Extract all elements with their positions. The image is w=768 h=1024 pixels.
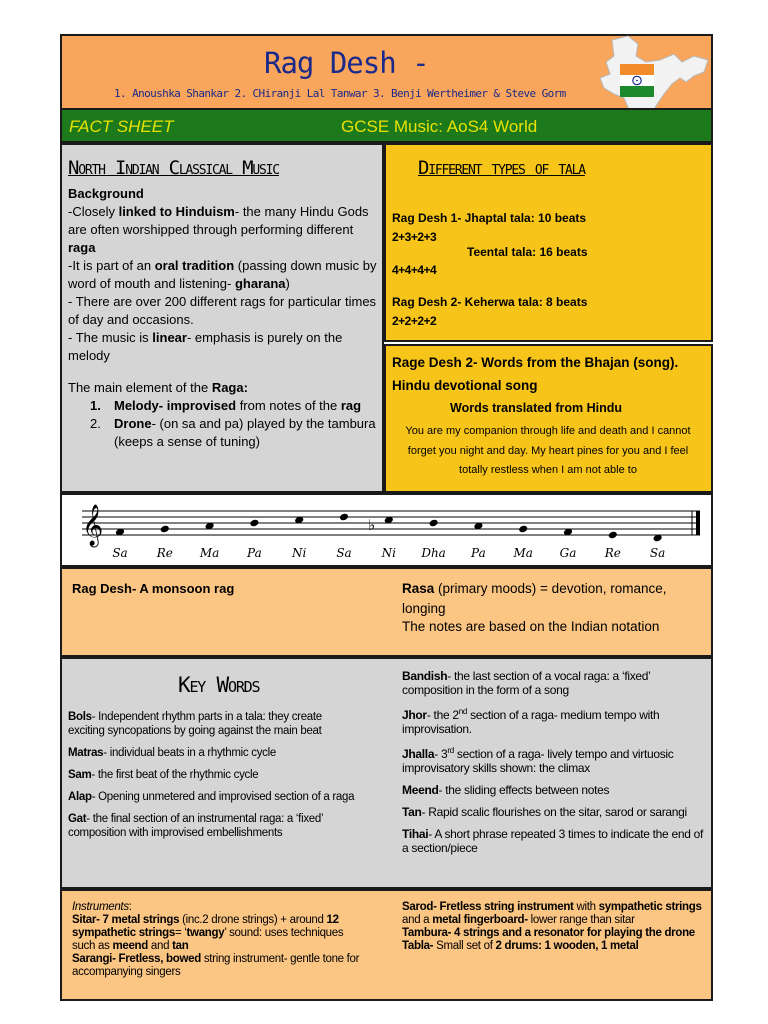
tala-line-1-beats: 2+3+2+3 [392,230,437,244]
background-subheading: Background [68,186,144,201]
header-banner [60,34,713,110]
keywords-heading: Key Words [178,673,260,697]
keywords-panel [60,657,713,889]
bhajan-heading: Rage Desh 2- Words from the Bhajan (song). Hindu devotional song [392,355,679,393]
background-p2: -It is part of an oral tradition (passing down music by word of mouth and listening- gharana) [68,258,377,291]
note-label: Pa [471,546,486,560]
bhajan-subheading: Words translated from Hindu [450,401,623,415]
tala-line-2: Teental tala: 16 beats [467,245,588,259]
tala-panel [384,143,713,342]
keyword-item: Bols- Independent rhythm parts in a tala: they create exciting syncopations by going against the main beat [68,711,322,737]
keywords-left-list [68,710,358,848]
instrument-sarangi: Sarangi- Fretless, bowed string instrument- gentle tone for accompanying singers [72,953,360,978]
tala-heading: Different types of tala [418,157,585,179]
tala-line-3-beats: 2+2+2+2 [392,314,437,328]
note-label: Sa [112,546,128,560]
note-label: Re [156,546,173,560]
background-p1: -Closely linked to Hinduism- the many Hindu Gods are often worshipped through performing different raga [68,204,369,255]
tala-line-2-beats: 4+4+4+4 [392,263,437,277]
tala-line-3: Rag Desh 2- Keherwa tala: 8 beats [392,295,588,309]
notation-panel [60,493,713,567]
instrument-sarod: Sarod- Fretless string instrument with sympathetic strings and a metal fingerboard- lower range than sitar [402,901,702,926]
note-label: Re [604,546,621,560]
instrument-sitar: Sitar- 7 metal strings (inc.2 drone strings) + around 12 sympathetic strings= ‘twangy’ sound: uses techniques such as meend and tan [72,914,344,952]
notes-based-text: The notes are based on the Indian notation [402,619,660,634]
instruments-right [402,901,707,953]
note-label: Ma [513,546,533,560]
note-label: Ga [559,546,577,560]
keyword-bandish: Bandish- the last section of a vocal raga: a ‘fixed’ composition in the form of a song [402,669,651,697]
instrument-tabla: Tabla- Small set of 2 drums: 1 wooden, 1 metal [402,940,639,952]
note-head [429,519,439,528]
keyword-item: Matras- individual beats in a rhythmic cycle [68,747,276,759]
keyword-tihai: Tihai- A short phrase repeated 3 times to indicate the end of a section/piece [402,827,704,855]
note-label: Ni [381,546,396,560]
keyword-item: Gat- the final section of an instrumental raga: a ‘fixed’ composition with improvised embellishments [68,813,323,839]
music-staff [62,495,711,565]
bhajan-text: You are my companion through life and death and I cannot forget you night and day. My heart pines for you and I feel totally restless when I am not able to [405,425,691,476]
fact-sheet-bar [60,108,713,143]
note-label: Ni [292,546,307,560]
note-label: Dha [421,546,446,560]
flat-symbol: ♭ [368,516,376,534]
raga-intro: The main element of the Raga: [68,380,248,395]
keyword-item: Alap- Opening unmetered and improvised section of a raga [68,791,355,803]
note-head [339,513,349,522]
keywords-right-list [402,669,707,855]
note-head [249,519,259,528]
page-title: Rag Desh - [264,46,429,80]
instrument-tambura: Tambura- 4 strings and a resonator for playing the drone [402,927,695,939]
raga-item-1: 1. Melody- improvised from notes of the rag [90,398,362,413]
background-panel [60,143,384,493]
tala-line-1: Rag Desh 1- Jhaptal tala: 10 beats [392,211,587,225]
keyword-item: Sam- the first beat of the rhythmic cycle [68,769,259,781]
note-label: Sa [649,546,666,560]
note-label: Pa [247,546,262,560]
treble-clef-icon: 𝄞 [82,505,104,546]
background-heading: North Indian Classical Music [68,157,279,179]
rasa-text: Rasa (primary moods) = devotion, romance, longing [402,581,667,616]
instruments-heading: Instruments: [72,901,132,913]
note-label: Ma [199,546,220,560]
background-p4: - The music is linear- emphasis is purely on the melody [68,330,343,363]
raga-item-2: 2. Drone- (on sa and pa) played by the tambura (keeps a sense of tuning) [90,416,376,449]
note-label: Sa [336,546,352,560]
keyword-tan: Tan- Rapid scalic flourishes on the sitar, sarod or sarangi [402,805,687,819]
instruments-left [72,901,362,979]
keyword-jhalla: Jhalla- 3rd section of a raga- lively tempo and virtuosic improvisatory skills shown: the climax [402,746,674,775]
monsoon-panel [60,567,713,657]
note-head [518,525,528,534]
instruments-panel [60,889,713,1001]
note-head [160,525,170,534]
page-subtitle: 1. Anoushka Shankar 2. CHiranji Lal Tanwar 3. Benji Wertheimer & Steve Gorm [114,87,566,100]
bhajan-panel [384,344,713,493]
fact-sheet-label: FACT SHEET [69,117,174,136]
monsoon-rag-label: Rag Desh- A monsoon rag [72,581,235,596]
keyword-meend: Meend- the sliding effects between notes [402,783,610,797]
background-p3: - There are over 200 different rags for particular times of day and occasions. [68,294,377,327]
keyword-jhor: Jhor- the 2nd section of a raga- medium tempo with improvisation. [402,707,660,736]
note-head [608,531,618,540]
course-label: GCSE Music: AoS4 World [341,117,538,136]
